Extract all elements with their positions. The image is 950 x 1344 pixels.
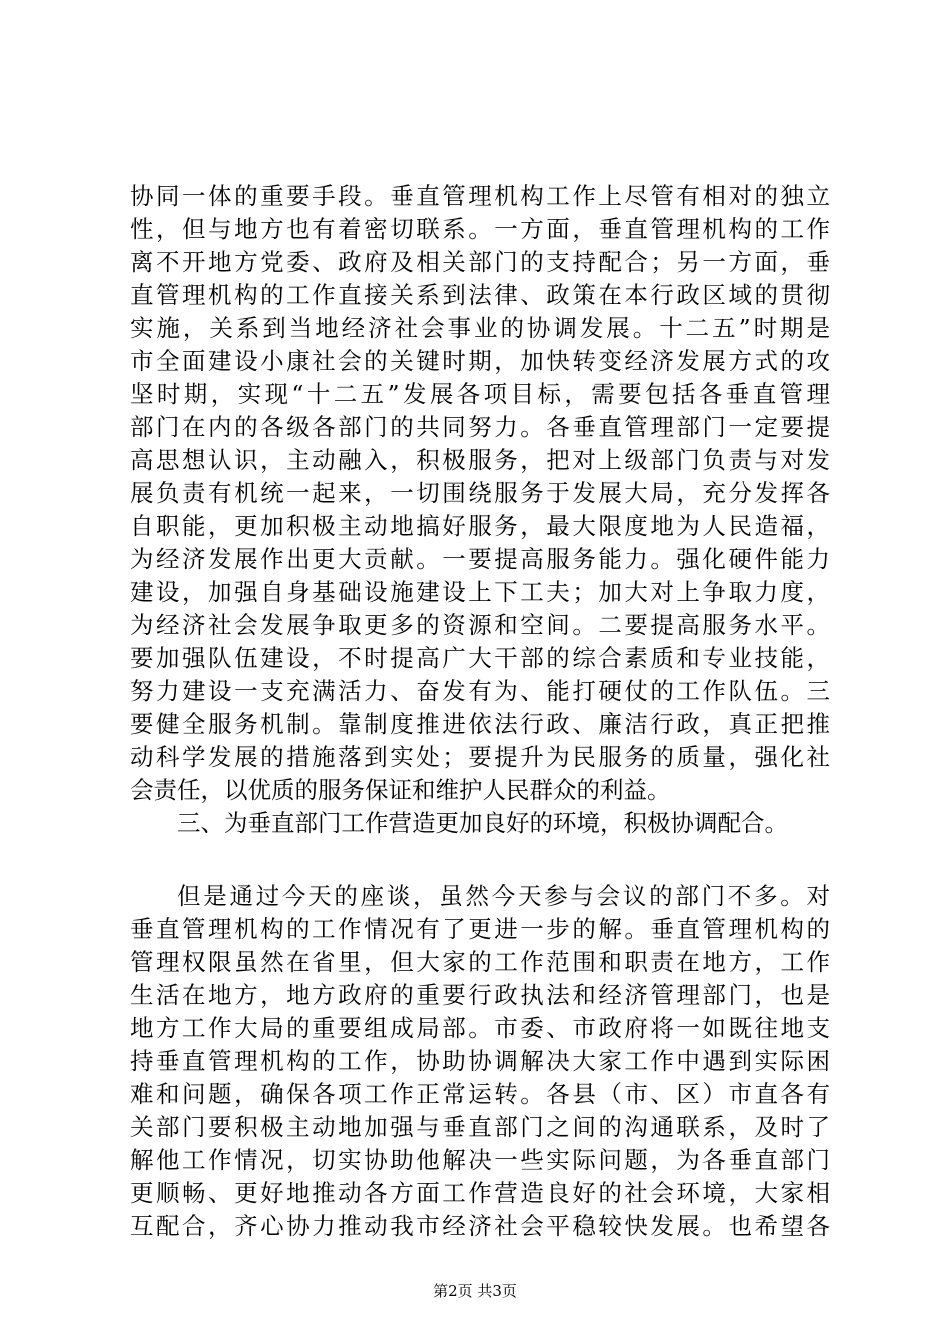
- text-line: 为经济社会发展争取更多的资源和空间。二要提高服务水平。: [130, 611, 830, 639]
- text-line: 为经济发展作出更大贡献。一要提高服务能力。强化硬件能力: [130, 545, 830, 573]
- text-line: 市全面建设小康社会的关键时期，加快转变经济发展方式的攻: [130, 347, 830, 375]
- text-line: 持垂直管理机构的工作，协助协调解决大家工作中遇到实际困: [130, 1047, 830, 1075]
- text-line: 但是通过今天的座谈，虽然今天参与会议的部门不多。对: [177, 882, 830, 910]
- text-line: 协同一体的重要手段。垂直管理机构工作上尽管有相对的独立: [130, 182, 830, 210]
- text-line: 动科学发展的措施落到实处；要提升为民服务的质量，强化社: [130, 743, 830, 771]
- text-line: 离不开地方党委、政府及相关部门的支持配合；另一方面，垂: [130, 248, 830, 276]
- text-line: 坚时期，实现“十二五”发展各项目标，需要包括各垂直管理: [130, 380, 830, 408]
- paragraph-gap: [130, 840, 830, 880]
- page-footer: 第2页 共3页: [433, 1282, 517, 1300]
- text-line: 垂直管理机构的工作情况有了更进一步的解。垂直管理机构的: [130, 915, 830, 943]
- text-line: 地方工作大局的重要组成局部。市委、市政府将一如既往地支: [130, 1014, 830, 1042]
- text-line: 要加强队伍建设，不时提高广大干部的综合素质和专业技能，: [130, 644, 830, 672]
- text-line: 直管理机构的工作直接关系到法律、政策在本行政区域的贯彻: [130, 281, 830, 309]
- text-line: 管理权限虽然在省里，但大家的工作范围和职责在地方，工作: [130, 948, 830, 976]
- text-line: 性，但与地方也有着密切联系。一方面，垂直管理机构的工作: [130, 215, 830, 243]
- text-line: 难和问题，确保各项工作正常运转。各县（市、区）市直各有: [130, 1080, 830, 1108]
- text-line: 关部门要积极主动地加强与垂直部门之间的沟通联系，及时了: [130, 1113, 830, 1141]
- text-line: 生活在地方，地方政府的重要行政执法和经济管理部门，也是: [130, 981, 830, 1009]
- text-line: 高思想认识，主动融入，积极服务，把对上级部门负责与对发: [130, 446, 830, 474]
- text-line: 解他工作情况，切实协助他解决一些实际问题，为各垂直部门: [130, 1146, 830, 1174]
- text-line: 实施，关系到当地经济社会事业的协调发展。十二五”时期是: [130, 314, 830, 342]
- text-line: 自职能，更加积极主动地搞好服务，最大限度地为人民造福，: [130, 512, 830, 540]
- text-line: 努力建设一支充满活力、奋发有为、能打硬仗的工作队伍。三: [130, 677, 830, 705]
- section-heading: 三、为垂直部门工作营造更加良好的环境，积极协调配合。: [177, 809, 788, 837]
- paragraph-1: [130, 180, 830, 807]
- paragraph-2: [130, 880, 830, 1243]
- text-line: 部门在内的各级各部门的共同努力。各垂直管理部门一定要提: [130, 413, 830, 441]
- text-line: 互配合，齐心协力推动我市经济社会平稳较快发展。也希望各: [130, 1212, 830, 1240]
- text-line: 会责任，以优质的服务保证和维护人民群众的利益。: [130, 776, 671, 804]
- document-body: [130, 180, 830, 1243]
- text-line: 更顺畅、更好地推动各方面工作营造良好的社会环境，大家相: [130, 1179, 830, 1207]
- text-line: 要健全服务机制。靠制度推进依法行政、廉洁行政，真正把推: [130, 710, 830, 738]
- text-line: 建设，加强自身基础设施建设上下工夫；加大对上争取力度，: [130, 578, 830, 606]
- text-line: 展负责有机统一起来，一切围绕服务于发展大局，充分发挥各: [130, 479, 830, 507]
